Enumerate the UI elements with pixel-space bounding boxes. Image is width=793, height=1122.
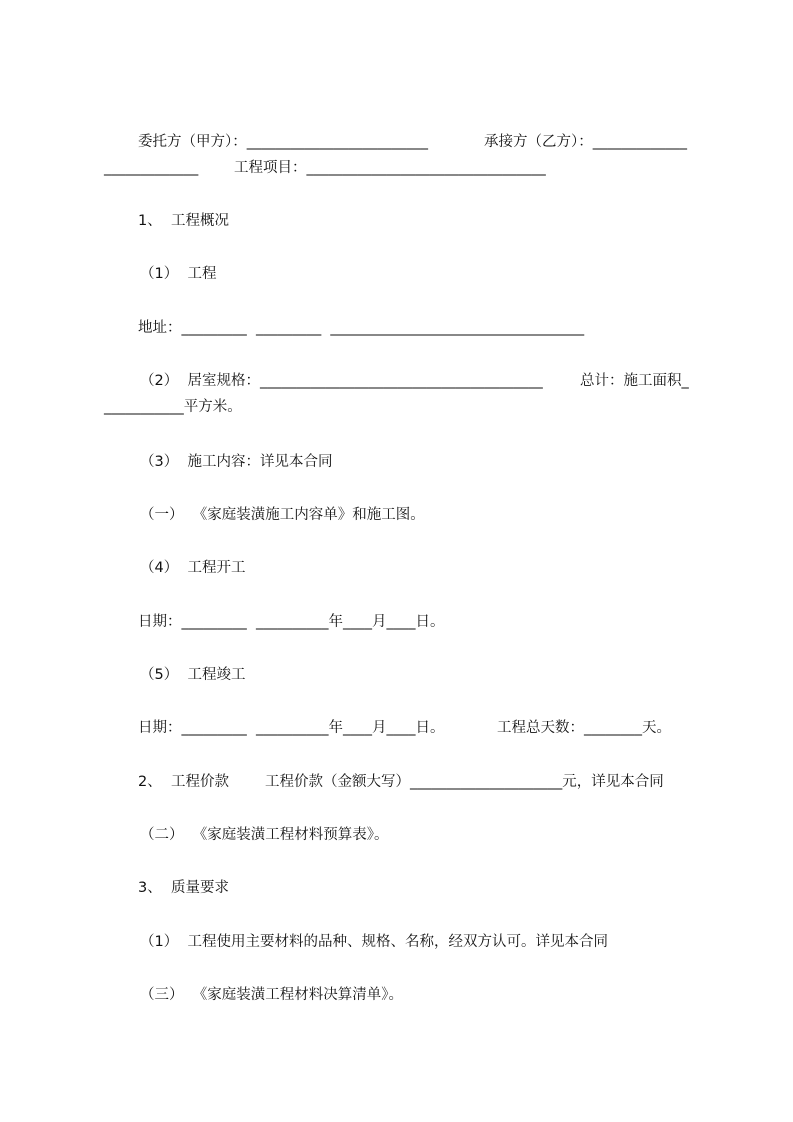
item-1-4: （4） 工程开工 <box>140 560 246 576</box>
attachment-1: （一） 《家庭装潢施工内容单》和施工图。 <box>140 507 425 523</box>
address-field: 地址：_________ _________ ___________________________________ <box>138 320 585 336</box>
project-field: 工程项目：_________________________________ <box>234 160 546 176</box>
item-3-1: （1） 工程使用主要材料的品种、规格、名称，经双方认可。详见本合同 <box>140 934 608 950</box>
party-b-field: 承接方（乙方）：_____________ <box>484 134 687 150</box>
price-field: 工程价款（金额大写）_____________________元，详见本合同 <box>265 774 664 790</box>
item-1-3: （3） 施工内容：详见本合同 <box>140 454 333 470</box>
attachment-2: （二） 《家庭装潢工程材料预算表》。 <box>140 827 389 843</box>
party-b-field-continued: _____________ <box>104 160 199 176</box>
total-days-field: 工程总天数：________天。 <box>497 720 671 736</box>
total-area-continued: ___________平方米。 <box>104 399 242 415</box>
start-date-field: 日期：_________ __________年____月____日。 <box>138 614 445 630</box>
item-1-2: （2） 居室规格：_______________________________________ <box>140 373 543 389</box>
item-1-1: （1） 工程 <box>140 266 217 282</box>
section-1-title: 1、 工程概况 <box>138 213 229 229</box>
section-3-title: 3、 质量要求 <box>138 880 229 896</box>
item-1-5: （5） 工程竣工 <box>140 667 246 683</box>
section-2-title: 2、 工程价款 <box>138 774 229 790</box>
party-a-field: 委托方（甲方）：_________________________ <box>138 134 428 150</box>
total-area-field: 总计：施工面积_ <box>580 373 689 389</box>
attachment-3: （三） 《家庭装潢工程材料决算清单》。 <box>140 987 403 1003</box>
end-date-field: 日期：_________ __________年____月____日。 <box>138 720 445 736</box>
